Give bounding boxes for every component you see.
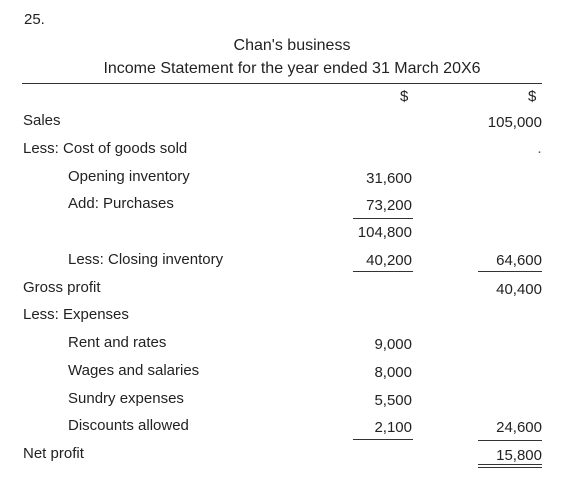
currency-header-a: $ bbox=[400, 88, 409, 105]
row-value-sales: 105,000 bbox=[487, 114, 542, 131]
row-label-cost-of-goods-sold: Less: Cost of goods sold bbox=[23, 140, 188, 157]
row-label-wages-and-salaries: Wages and salaries bbox=[68, 362, 200, 379]
header-rule bbox=[22, 83, 542, 84]
row-value-subtotal: 104,800 bbox=[357, 224, 412, 241]
row-value-closing-inventory: 40,200 bbox=[366, 252, 412, 269]
row-label-purchases: Add: Purchases bbox=[68, 195, 174, 212]
cost-of-goods-sold-rule bbox=[478, 271, 542, 272]
row-label-sales: Sales bbox=[23, 112, 61, 129]
row-label-rent-and-rates: Rent and rates bbox=[68, 334, 167, 351]
business-name: Chan's business bbox=[233, 37, 351, 54]
subtotal-rule bbox=[353, 218, 413, 219]
question-number: 25. bbox=[24, 11, 45, 28]
expenses-rule bbox=[353, 439, 413, 440]
row-value-rent-and-rates: 9,000 bbox=[374, 336, 412, 353]
row-value-gross-profit: 40,400 bbox=[496, 281, 542, 298]
total-expenses-rule bbox=[478, 440, 542, 441]
row-value-wages-and-salaries: 8,000 bbox=[374, 364, 412, 381]
row-value-purchases: 73,200 bbox=[366, 197, 412, 214]
row-label-opening-inventory: Opening inventory bbox=[68, 168, 190, 185]
statement-title: Income Statement for the year ended 31 March 20X6 bbox=[103, 60, 481, 77]
closing-inventory-rule bbox=[353, 271, 413, 272]
row-label-expenses: Less: Expenses bbox=[23, 306, 129, 323]
row-value-cost-of-goods-sold: 64,600 bbox=[496, 252, 542, 269]
row-label-closing-inventory: Less: Closing inventory bbox=[68, 251, 224, 268]
row-label-net-profit: Net profit bbox=[23, 445, 84, 462]
net-profit-double-rule-bottom bbox=[478, 467, 542, 468]
row-value-discounts-allowed: 2,100 bbox=[374, 419, 412, 436]
row-label-gross-profit: Gross profit bbox=[23, 279, 101, 296]
row-label-discounts-allowed: Discounts allowed bbox=[68, 417, 189, 434]
row-value-total-expenses: 24,600 bbox=[496, 419, 542, 436]
net-profit-double-rule-top bbox=[478, 464, 542, 465]
row-value-sundry-expenses: 5,500 bbox=[374, 392, 412, 409]
row-value-net-profit: 15,800 bbox=[496, 447, 542, 464]
currency-header-b: $ bbox=[528, 88, 537, 105]
row-label-sundry-expenses: Sundry expenses bbox=[68, 390, 184, 407]
stray-mark: · bbox=[537, 143, 542, 160]
row-value-opening-inventory: 31,600 bbox=[366, 170, 412, 187]
